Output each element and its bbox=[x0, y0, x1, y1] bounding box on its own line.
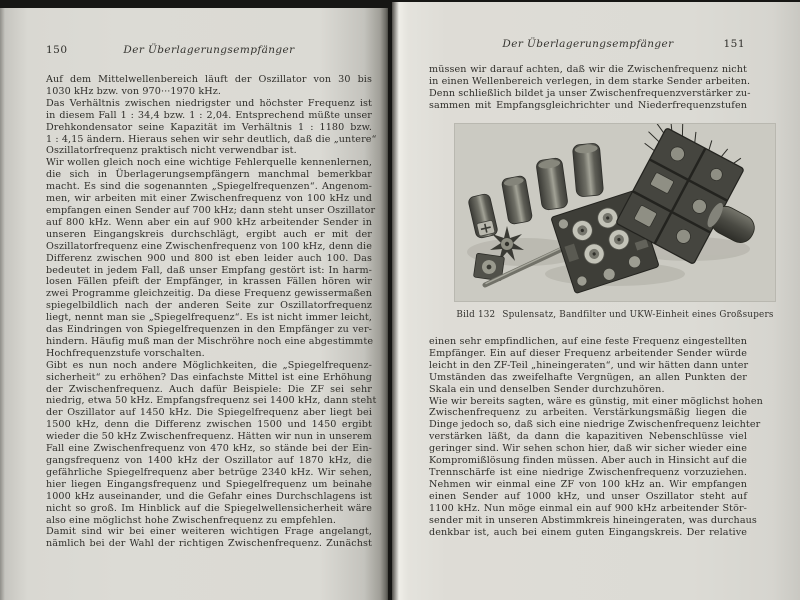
paragraph bbox=[429, 336, 747, 396]
text-line: 1500 kHz, denn die Differenz zwischen 1500 und 1450 ergibt bbox=[46, 419, 372, 431]
text-line: also eine möglichst hohe Zwischenfrequenz zu empfehlen. bbox=[46, 514, 337, 526]
text-line: Dinge jedoch so, daß sich eine niedrige Zwischenfrequenz leichter bbox=[429, 419, 761, 431]
text-line: Fall eine Zwischenfrequenz von 470 kHz, so stände bei der Ein- bbox=[46, 443, 372, 455]
text-line: Oszillatorfrequenz eine Zwischenfrequenz von 100 kHz, denn die bbox=[46, 240, 372, 252]
text-line: Umständen das zweifelhafte Vergnügen, an allen Punkten der bbox=[429, 371, 747, 383]
right-page-text-top bbox=[429, 64, 751, 112]
text-line: Gibt es nun noch andere Möglichkeiten, die „Spiegelfrequenz- bbox=[46, 359, 372, 371]
text-line: Empfänger. Ein auf dieser Frequenz arbeitender Sender würde bbox=[429, 347, 747, 359]
right-page-text-bottom bbox=[429, 336, 763, 538]
text-line: gefährliche Spiegelfrequenz aber betrüge 2340 kHz. Wir sehen, bbox=[46, 466, 372, 478]
text-line: wieder die 50 kHz Zwischenfrequenz. Hätten wir nun in unserem bbox=[46, 431, 372, 443]
text-line: bedeutet in jedem Fall, daß unser Empfang gestört ist: In harm- bbox=[46, 264, 372, 276]
text-line: in einen Wellenbereich verlegen, in dem starke Sender arbeiten. bbox=[429, 75, 751, 87]
left-page-text bbox=[46, 74, 377, 550]
text-line: Wir wollen gleich noch eine wichtige Fehlerquelle kennenlernen, bbox=[46, 157, 372, 169]
text-line: Skala ein und denselben Sender durchzuhören. bbox=[429, 383, 665, 395]
running-title-left: Der Überlagerungsempfänger bbox=[123, 44, 295, 56]
text-line: einen sehr empfindlichen, auf eine feste Frequenz eingestellten bbox=[429, 336, 747, 347]
text-line: sammen mit Empfangsgleichrichter und Niederfrequenzstufen bbox=[429, 99, 747, 111]
text-line: macht. Es sind die sogenannten „Spiegelfrequenzen“. Angenom- bbox=[46, 181, 372, 193]
text-line: Denn schließlich bildet ja unser Zwischenfrequenzverstärker zu- bbox=[429, 87, 751, 99]
text-line: Auf dem Mittelwellenbereich läuft der Oszillator von 30 bis bbox=[46, 74, 372, 85]
text-line: Nehmen wir einmal eine ZF von 100 kHz an. Wir empfangen bbox=[429, 478, 747, 490]
text-line: niedrig, etwa 50 kHz. Empfangsfrequenz sei 1400 kHz, dann steht bbox=[46, 395, 377, 407]
text-line: Das Verhältnis zwischen niedrigster und höchster Frequenz ist bbox=[46, 97, 372, 109]
paragraph bbox=[46, 157, 376, 359]
text-line: Drehkondensator seine Kapazität im Verhältnis 1 : 1180 bzw. bbox=[46, 121, 372, 133]
text-line: sicherheit“ zu erhöhen? Das einfachste Mittel ist eine Erhöhung bbox=[46, 371, 372, 383]
paragraph bbox=[429, 64, 751, 112]
text-line: Damit sind wir bei einer weiteren wichtigen Frage angelangt, bbox=[46, 526, 372, 538]
text-line: müssen wir darauf achten, daß wir die Zwischenfrequenz nicht bbox=[429, 64, 747, 75]
text-line: 1 : 4,15 ändern. Hieraus sehen wir sehr deutlich, daß die „untere“ bbox=[46, 133, 377, 145]
text-line: Hochfrequenzstufe vorschalten. bbox=[46, 347, 205, 359]
running-title-right: Der Überlagerungsempfänger bbox=[502, 38, 674, 50]
paragraph bbox=[429, 395, 763, 539]
text-line: 1030 kHz bzw. von 970···1970 kHz. bbox=[46, 85, 222, 97]
paragraph bbox=[46, 74, 372, 98]
figure-caption-text: Spulensatz, Bandfilter und UKW-Einheit eines Großsupers bbox=[502, 310, 774, 320]
text-line: geringer sind. Wir sehen schon hier, daß wir sicher wieder eine bbox=[429, 443, 747, 455]
text-line: spiegelbildlich nach der anderen Seite zur Oszillatorfrequenz bbox=[46, 300, 372, 312]
text-line: denkbar ist, auch bei einem guten Eingangskreis. Der relative bbox=[429, 526, 747, 538]
text-line: einen Sender auf 1000 kHz, und unser Oszillator steht auf bbox=[429, 490, 747, 502]
figure-bild-132 bbox=[455, 124, 775, 320]
text-line: verstärken läßt, da dann die kapazitiven Nebenschlüsse viel bbox=[429, 431, 747, 443]
page-150 bbox=[0, 8, 388, 600]
text-line: liegt, nennt man sie „Spiegelfrequenz“. Es ist nicht immer leicht, bbox=[46, 312, 372, 324]
figure-caption-label: Bild 132 bbox=[456, 310, 496, 320]
text-line: Wie wir bereits sagten, wäre es günstig, mit einer möglichst hohen bbox=[429, 395, 763, 407]
text-line: auf 800 kHz. Wenn aber ein auf 900 kHz arbeitender Sender in bbox=[46, 216, 372, 228]
text-line: Oszillatorfrequenz praktisch nicht verwendbar ist. bbox=[46, 145, 297, 157]
text-line: die sich in Überlagerungsempfängern manchmal bemerkbar bbox=[46, 169, 372, 181]
text-line: leicht in den ZF-Teil „hineingeraten“, und wir hätten dann unter bbox=[429, 359, 749, 371]
text-line: Differenz zwischen 900 und 800 ist eben leider auch 100. Das bbox=[46, 252, 372, 264]
page-number-left: 150 bbox=[46, 44, 68, 56]
text-line: sender mit in unseren Abstimmkreis hineingeraten, was durchaus bbox=[429, 514, 757, 526]
text-line: gangsfrequenz von 1400 kHz der Oszillator auf 1870 kHz, die bbox=[46, 455, 372, 466]
text-line: empfangen einen Sender auf 700 kHz; dann steht unser Oszillator bbox=[46, 204, 376, 216]
figure-caption bbox=[455, 310, 775, 320]
text-line: losen Fällen pfeift der Empfänger, in krassen Fällen hören wir bbox=[46, 276, 372, 288]
text-line: Kompromißlösung finden müssen. Aber auch in Hinsicht auf die bbox=[429, 455, 747, 467]
text-line: hindern. Häufig muß man der Mischröhre noch eine abgestimmte bbox=[46, 335, 374, 347]
text-line: Trennschärfe ist eine niedrige Zwischenfrequenz vorzuziehen. bbox=[429, 466, 747, 478]
text-line: das Eindringen von Spiegelfrequenzen in den Empfänger zu ver- bbox=[46, 324, 372, 336]
page-header-left bbox=[46, 44, 372, 60]
spulensatz-photo bbox=[455, 124, 775, 301]
text-line: 1000 kHz auseinander, und die Gefahr eines Durchschlagens ist bbox=[46, 490, 372, 502]
page-number-right: 151 bbox=[723, 38, 745, 50]
text-line: in diesem Fall 1 : 34,4 bzw. 1 : 2,04. Entsprechend müßte unser bbox=[46, 109, 372, 121]
page-151 bbox=[392, 2, 800, 600]
text-line: der Oszillator auf 1450 kHz. Die Spiegelfrequenz aber liegt bei bbox=[46, 407, 372, 419]
text-line: unseren Eingangskreis durchschlägt, ergibt auch er mit der bbox=[46, 228, 372, 240]
text-line: 1100 kHz. Nun möge einmal ein auf 900 kHz arbeitender Stör- bbox=[429, 502, 747, 514]
paragraph bbox=[46, 359, 377, 527]
text-line: nicht so groß. Im Hinblick auf die Spiegelwellensicherheit wäre bbox=[46, 502, 372, 514]
paragraph bbox=[46, 97, 377, 158]
paragraph bbox=[46, 526, 372, 550]
page-header-right bbox=[429, 38, 747, 54]
text-line: nämlich bei der Wahl der richtigen Zwischenfrequenz. Zunächst bbox=[46, 538, 372, 550]
text-line: der Zwischenfrequenz. Auch dafür Beispiele: Die ZF sei sehr bbox=[46, 383, 372, 395]
text-line: men, wir arbeiten mit einer Zwischenfrequenz von 100 kHz und bbox=[46, 193, 372, 205]
text-line: hier liegen Eingangsfrequenz und Spiegelfrequenz um beinahe bbox=[46, 478, 372, 490]
text-line: Zwischenfrequenz zu arbeiten. Verstärkungsmäßig liegen die bbox=[429, 407, 747, 419]
text-line: zwei Programme gleichzeitig. Da diese Frequenz gewissermaßen bbox=[46, 288, 372, 300]
